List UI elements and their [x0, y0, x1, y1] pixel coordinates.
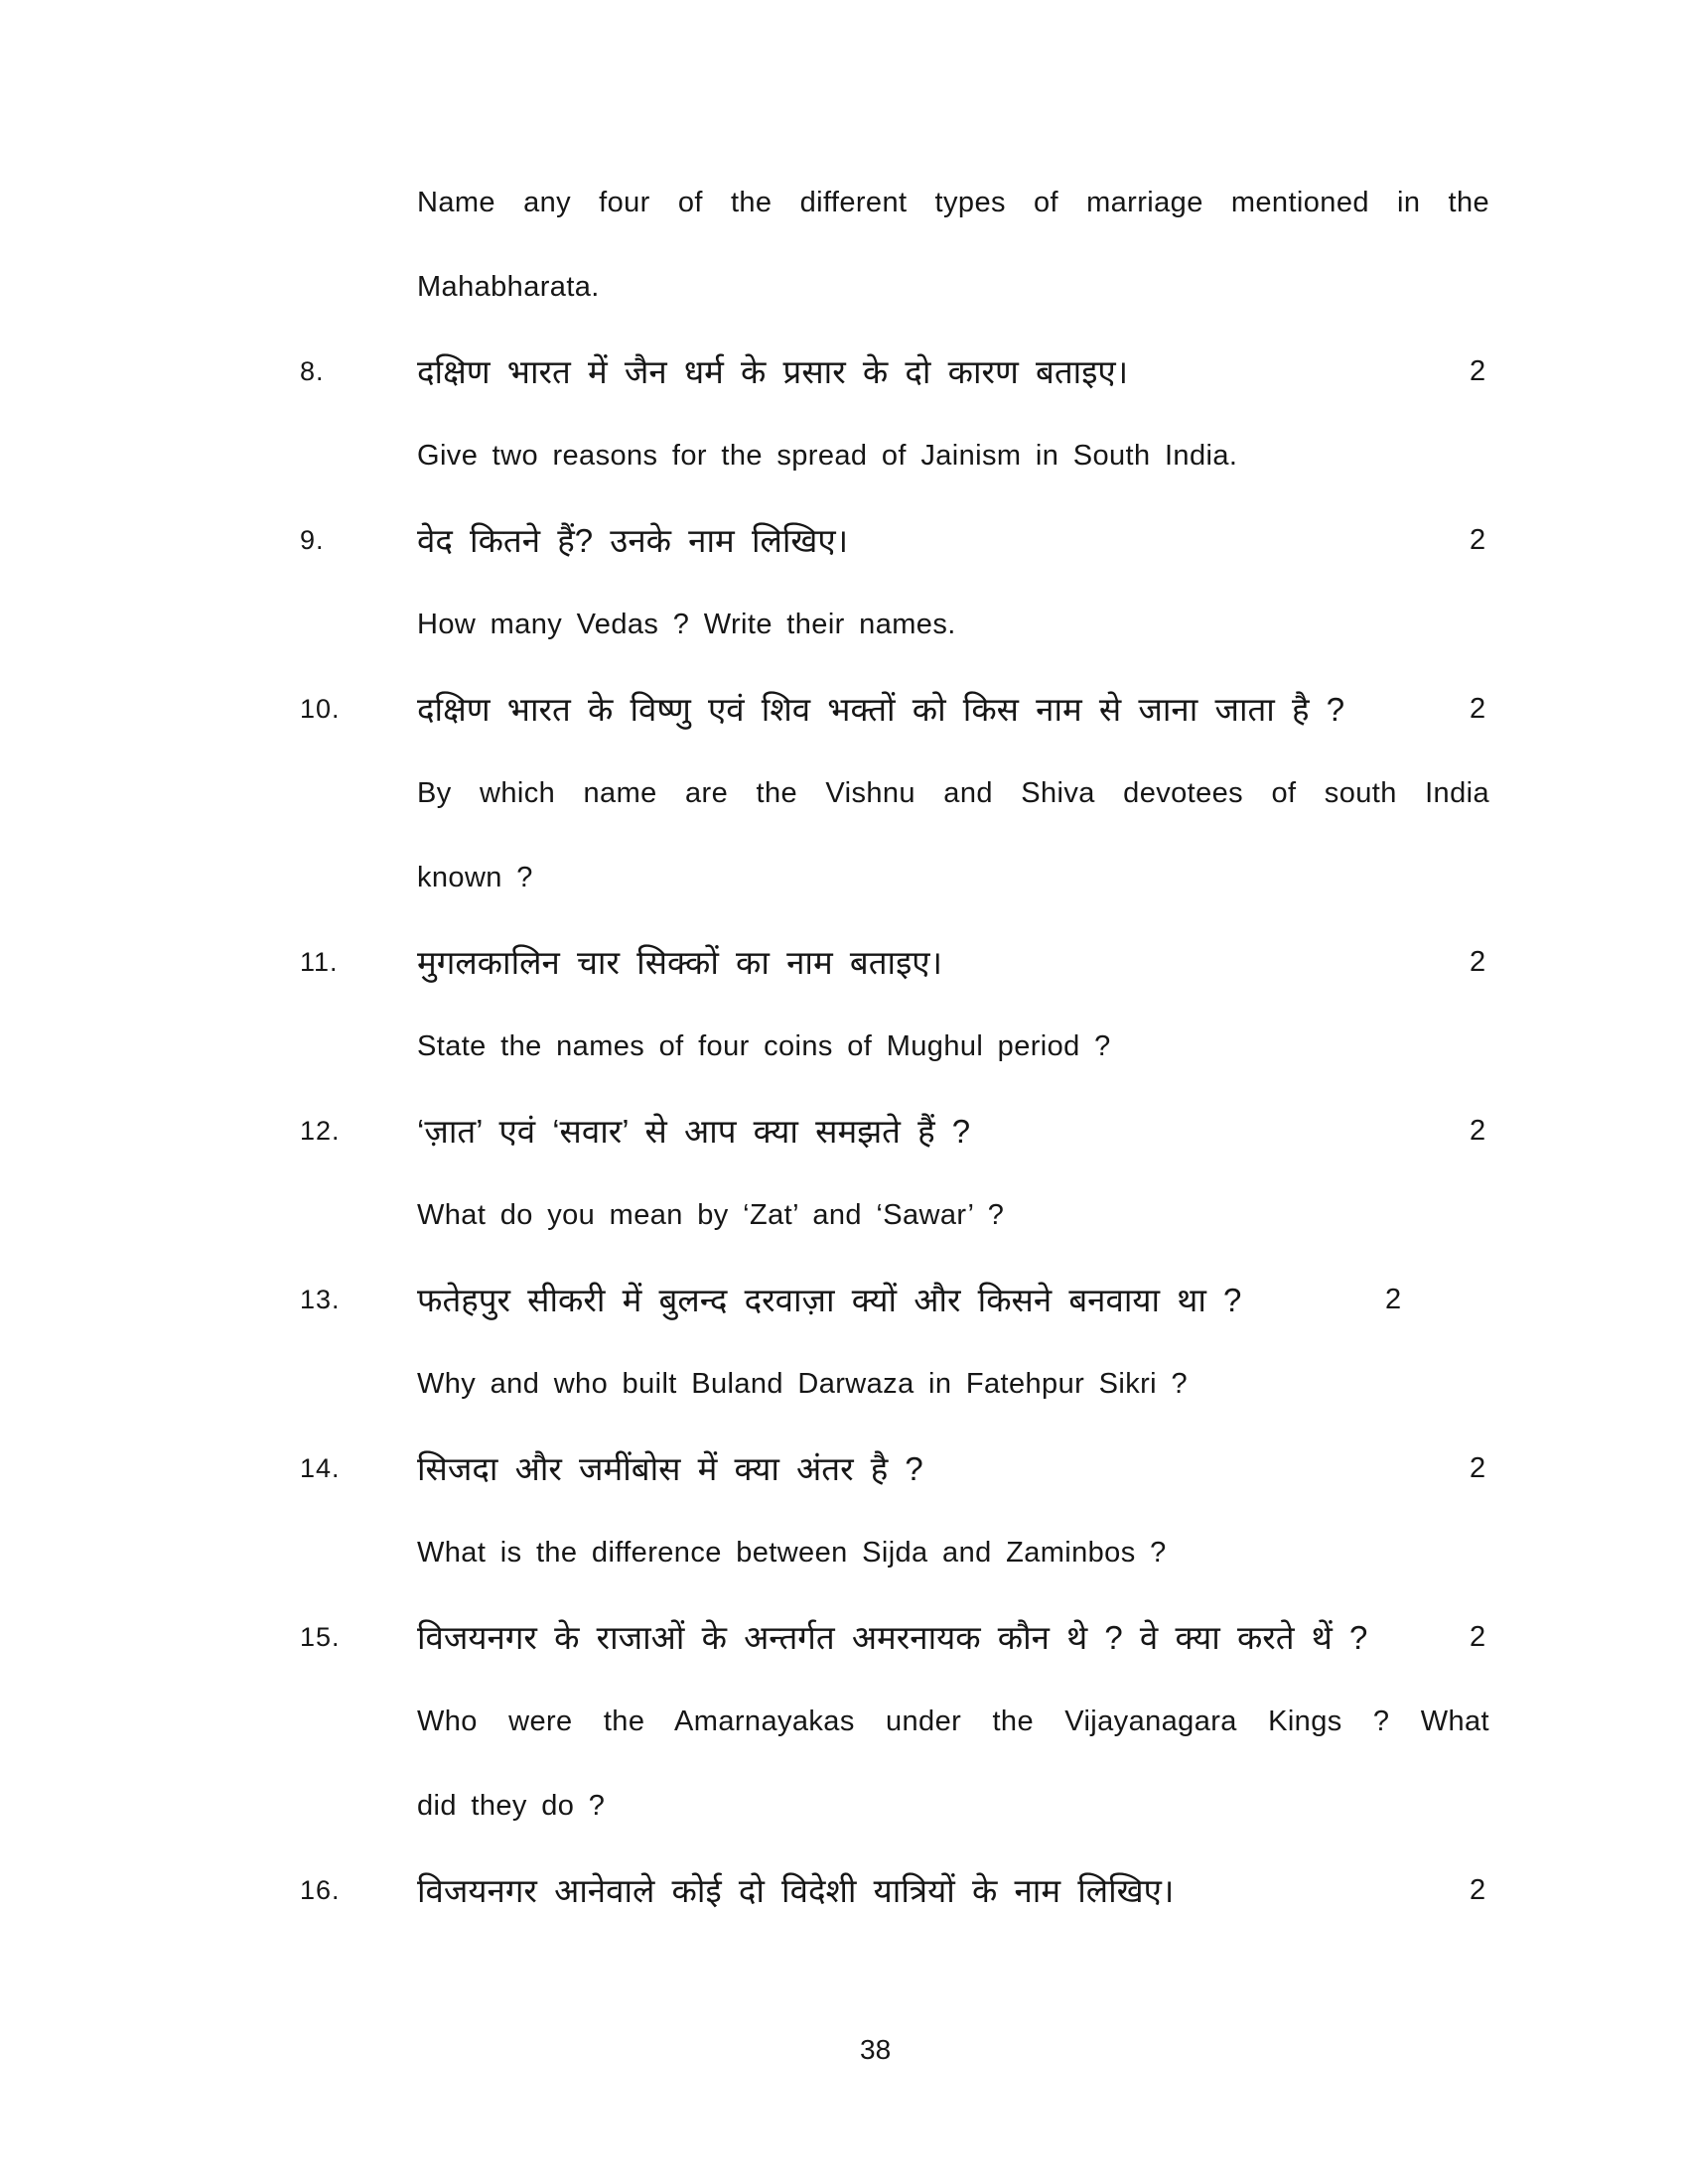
marks-value: 2: [1470, 1874, 1486, 1906]
question-text-english: What do you mean by ‘Zat’ and ‘Sawar’ ?: [417, 1199, 1005, 1231]
marks-value: 2: [1470, 693, 1486, 725]
question-11: [300, 920, 1489, 1089]
question-15: [300, 1595, 1489, 1848]
marks-value: 2: [1470, 946, 1486, 978]
question-number: 8.: [300, 356, 325, 386]
question-number: 13.: [300, 1285, 341, 1314]
question-13: [300, 1258, 1489, 1427]
question-text-english: Mahabharata.: [417, 271, 600, 303]
marks-value: 2: [1470, 524, 1486, 556]
question-text-english: Give two reasons for the spread of Jainism in South India.: [417, 440, 1238, 472]
question-text-english: What is the difference between Sijda and Zaminbos ?: [417, 1537, 1167, 1569]
question-text-hindi: दक्षिण भारत के विष्णु एवं शिव भक्तों को किस नाम से जाना जाता है ?: [417, 691, 1345, 728]
marks-value: 2: [1470, 1115, 1486, 1147]
question-text-hindi: फतेहपुर सीकरी में बुलन्द दरवाज़ा क्यों और किसने बनवाया था ?: [417, 1282, 1242, 1318]
question-10: [300, 667, 1489, 920]
question-text-english: Name any four of the different types of marriage mentioned in the: [417, 187, 1489, 218]
question-text-hindi: विजयनगर आनेवाले कोई दो विदेशी यात्रियों के नाम लिखिए।: [417, 1872, 1175, 1909]
question-text-hindi: मुगलकालिन चार सिक्कों का नाम बताइए।: [417, 944, 943, 981]
question-number: 9.: [300, 525, 325, 555]
question-text-hindi: सिजदा और जमींबोस में क्या अंतर है ?: [417, 1450, 923, 1487]
question-text-hindi: ‘ज़ात’ एवं ‘सवार’ से आप क्या समझते हैं ?: [417, 1113, 971, 1150]
question-number: 10.: [300, 694, 341, 724]
question-list: [300, 161, 1489, 1933]
question-number: 15.: [300, 1622, 341, 1652]
marks-value: 2: [1385, 1284, 1402, 1315]
question-text-english: known ?: [417, 862, 533, 893]
question-9: [300, 498, 1489, 667]
question-continuation: [417, 161, 1489, 330]
marks-value: 2: [1470, 1621, 1486, 1653]
marks-value: 2: [1470, 355, 1486, 387]
marks-value: 2: [1470, 1452, 1486, 1484]
question-16: [300, 1848, 1489, 1933]
page-number: 38: [860, 2034, 892, 2065]
question-14: [300, 1427, 1489, 1595]
question-text-english: State the names of four coins of Mughul period ?: [417, 1030, 1111, 1062]
question-text-english: Why and who built Buland Darwaza in Fatehpur Sikri ?: [417, 1368, 1188, 1400]
question-number: 11.: [300, 947, 339, 977]
question-number: 12.: [300, 1116, 341, 1146]
question-text-english: Who were the Amarnayakas under the Vijayanagara Kings ? What: [417, 1706, 1489, 1737]
question-number: 14.: [300, 1453, 341, 1483]
question-text-hindi: वेद कितने हैं? उनके नाम लिखिए।: [417, 522, 849, 559]
question-8: [300, 330, 1489, 498]
question-text-english: How many Vedas ? Write their names.: [417, 609, 956, 640]
question-text-english: By which name are the Vishnu and Shiva devotees of south India: [417, 777, 1489, 809]
question-text-hindi: दक्षिण भारत में जैन धर्म के प्रसार के दो कारण बताइए।: [417, 353, 1129, 390]
question-number: 16.: [300, 1875, 341, 1905]
question-text-hindi: विजयनगर के राजाओं के अन्तर्गत अमरनायक कौन थे ? वे क्या करते थें ?: [417, 1619, 1368, 1656]
question-12: [300, 1089, 1489, 1258]
question-text-english: did they do ?: [417, 1790, 606, 1822]
